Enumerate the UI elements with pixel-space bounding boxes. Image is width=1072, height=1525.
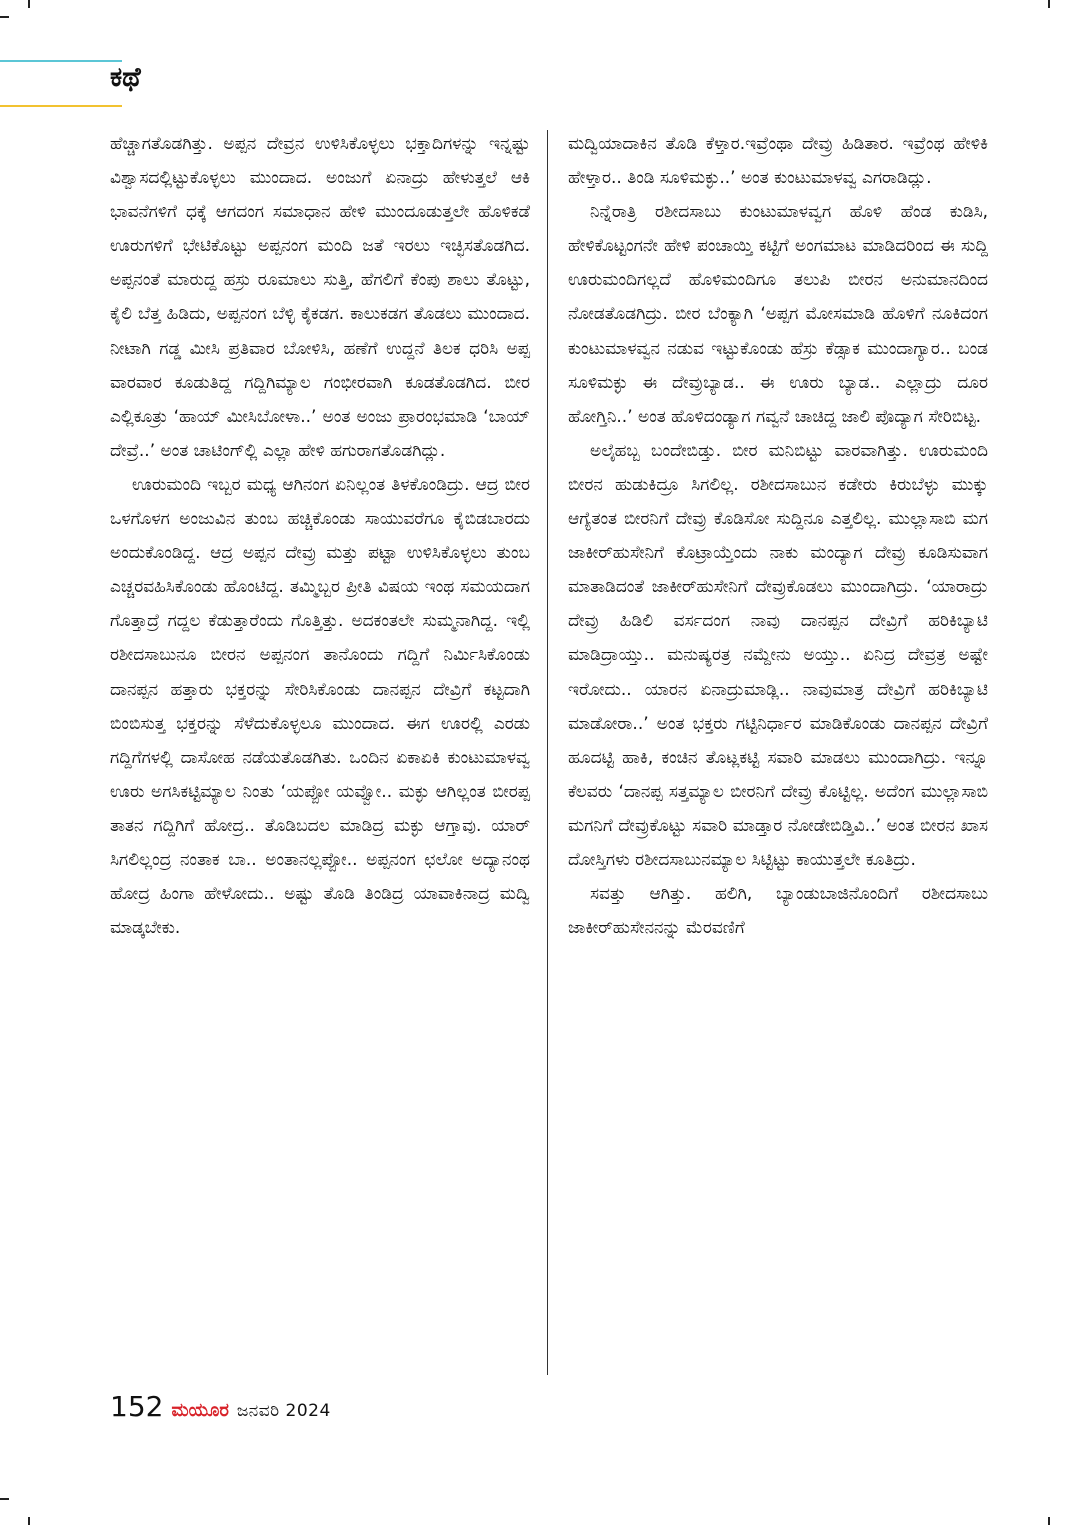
crop-mark-top-right xyxy=(1048,0,1050,8)
section-rule-bottom xyxy=(0,105,122,107)
page-number: 152 xyxy=(110,1390,164,1423)
paragraph: ನಿನ್ನೆರಾತ್ರಿ ರಶೀದಸಾಬು ಕುಂಟುಮಾಳವ್ವಗ ಹೊಳಿ ಹೆಂಡ ಕುಡಿಸಿ, ಹೇಳಿಕೊಟ್ಟಂಗನೇ ಹೇಳಿ ಪಂಚಾಯ್ತಿ ಕಟ್ಟಿಗೆ ಅಂಗಮಾಟ ಮಾಡಿದರಿಂದ ಈ ಸುದ್ದಿ ಊರುಮಂದಿಗಲ್ಲದೆ ಹೊಳಿಮಂದಿಗೂ ತಲುಪಿ ಬೀರನ ಅನುಮಾನದಿಂದ ನೋಡತೊಡಗಿದ್ರು. ಬೀರ ಬೆಂಕ್ಯಾಗಿ ‘ಅಪ್ಪಗ ಮೋಸಮಾಡಿ ಹೊಳಿಗೆ ನೂಕಿದಂಗ ಕುಂಟುಮಾಳವ್ವನ ನಡುವ ಇಟ್ಟುಕೊಂಡು ಹೆಸ್ರು ಕೆಡ್ಸಾಕ ಮುಂದಾಗ್ಯಾರ.. ಬಂಡ ಸೂಳಿಮಕ್ಳು ಈ ದೇವ್ರುಬ್ಯಾಡ.. ಈ ಊರು ಬ್ಯಾಡ.. ಎಲ್ಲಾದ್ರು ದೂರ ಹೋಗ್ತಿನಿ..’ ಅಂತ ಹೊಳಿದಂಡ್ಯಾಗ ಗವ್ವನೆ ಚಾಚಿದ್ದ ಜಾಲಿ ಪೊದ್ಯಾಗ ಸೇರಿಬಿಟ್ಟ. xyxy=(568,202,988,427)
page-footer xyxy=(110,1390,331,1430)
crop-mark-top-left xyxy=(0,16,9,18)
paragraph: ಊರುಮಂದಿ ಇಬ್ಬರ ಮಧ್ಯ ಆಗಿನಂಗ ಏನಿಲ್ಲಂತ ತಿಳಕೊಂಡಿದ್ರು. ಆದ್ರ ಬೀರ ಒಳಗೊಳಗ ಅಂಜುವಿನ ತುಂಬ ಹಚ್ಚಿಕೊಂಡು ಸಾಯುವರೆಗೂ ಕೈಬಿಡಬಾರದು ಅಂದುಕೊಂಡಿದ್ದ. ಆದ್ರ ಅಪ್ಪನ ದೇವ್ರು ಮತ್ತು ಪಟ್ಟಾ ಉಳಿಸಿಕೊಳ್ಳಲು ತುಂಬ ಎಚ್ಚರವಹಿಸಿಕೊಂಡು ಹೊಂಟಿದ್ದ. ತಮ್ಮಿಬ್ಬರ ಪ್ರೀತಿ ವಿಷಯ ಇಂಥ ಸಮಯದಾಗ ಗೊತ್ತಾದ್ರೆ ಗದ್ದಲ ಕೆಡುತ್ತಾರೆಂದು ಗೊತ್ತಿತ್ತು. ಅದಕಂತಲೇ ಸುಮ್ಮನಾಗಿದ್ದ. ಇಲ್ಲಿ ರಶೀದಸಾಬುನೂ ಬೀರನ ಅಪ್ಪನಂಗ ತಾನೊಂದು ಗದ್ದಿಗೆ ನಿರ್ಮಿಸಿಕೊಂಡು ದಾನಪ್ಪನ ಹತ್ತಾರು ಭಕ್ತರನ್ನು ಸೇರಿಸಿಕೊಂಡು ದಾನಪ್ಪನ ದೇವ್ರಿಗೆ ಕಟ್ಟದಾಗಿ ಬಿಂಬಿಸುತ್ತ ಭಕ್ತರನ್ನು ಸೆಳೆದುಕೊಳ್ಳಲೂ ಮುಂದಾದ. ಈಗ ಊರಲ್ಲಿ ಎರಡು ಗದ್ದಿಗೆಗಳಲ್ಲಿ ದಾಸೋಹ ನಡೆಯತೊಡಗಿತು. ಒಂದಿನ ಏಕಾಏಕಿ ಕುಂಟುಮಾಳವ್ವ ಊರು ಅಗಸಿಕಟ್ಟಿಮ್ಯಾಲ ನಿಂತು ‘ಯಪ್ಪೋ ಯವ್ವೋ.. ಮಕ್ಳು ಆಗಿಲ್ಲಂತ ಬೀರಪ್ಪ ತಾತನ ಗದ್ದಿಗಿಗೆ ಹೋದ್ರ.. ತೊಡಿಬದಲ ಮಾಡಿದ್ರ ಮಕ್ಳು ಆಗ್ತಾವು. ಯಾರ್ ಸಿಗಲಿಲ್ಲಂದ್ರ ನಂತಾಕ ಬಾ.. ಅಂತಾನಲ್ಲಪ್ಪೋ.. ಅಪ್ಪನಂಗ ಛಲೋ ಅದ್ಯಾನಂಥ ಹೋದ್ರ ಹಿಂಗಾ ಹೇಳೋದು.. ಅಷ್ಟು ತೊಡಿ ತಿಂಡಿದ್ರ ಯಾವಾಕಿನಾದ್ರ ಮದ್ವಿ ಮಾಡ್ಕಬೇಕು. xyxy=(110,474,530,939)
paragraph: ಮದ್ವಿಯಾದಾಕಿನ ತೊಡಿ ಕೆಳ್ತಾರ.ಇವ್ರೆಂಥಾ ದೇವ್ರು ಹಿಡಿತಾರ. ಇವ್ರೆಂಥ ಹೇಳಿಕಿ ಹೇಳ್ತಾರ.. ತಿಂಡಿ ಸೂಳಿಮಕ್ಳು..’ ಅಂತ ಕುಂಟುಮಾಳವ್ವ ಎಗರಾಡಿದ್ಲು. xyxy=(568,134,988,189)
crop-mark-bottom-right xyxy=(1048,1517,1050,1525)
column-divider xyxy=(547,130,548,1375)
crop-mark-top-mid xyxy=(28,0,30,8)
magazine-logo: ಮಯೂರ xyxy=(171,1400,229,1421)
crop-mark-bottom-left xyxy=(0,1498,9,1500)
section-rule-top xyxy=(0,60,122,62)
section-label: ಕಥೆ xyxy=(110,62,141,93)
issue-date: ಜನವರಿ 2024 xyxy=(236,1401,331,1421)
paragraph: ಹೆಚ್ಚಾಗತೊಡಗಿತ್ತು. ಅಪ್ಪನ ದೇವ್ರನ ಉಳಿಸಿಕೊಳ್ಳಲು ಭಕ್ತಾದಿಗಳನ್ನು ಇನ್ನಷ್ಟು ವಿಶ್ವಾಸದಲ್ಲಿಟ್ಟುಕೊಳ್ಳಲು ಮುಂದಾದ. ಅಂಜುಗೆ ಏನಾದ್ರು ಹೇಳುತ್ತಲೆ ಆಕಿ ಭಾವನೆಗಳಿಗೆ ಧಕ್ಕೆ ಆಗದಂಗ ಸಮಾಧಾನ ಹೇಳಿ ಮುಂದೂಡುತ್ತಲೇ ಹೊಳಿಕಡೆ ಊರುಗಳಿಗೆ ಭೇಟಿಕೊಟ್ಟು ಅಪ್ಪನಂಗ ಮಂದಿ ಜತೆ ಇರಲು ಇಚ್ಛಿಸತೊಡಗಿದ. ಅಪ್ಪನಂತೆ ಮಾರುದ್ದ ಹಸ್ರು ರೂಮಾಲು ಸುತ್ತಿ, ಹೆಗಲಿಗೆ ಕೆಂಪು ಶಾಲು ತೊಟ್ಟು, ಕೈಲಿ ಬೆತ್ತ ಹಿಡಿದು, ಅಪ್ಪನಂಗ ಬೆಳ್ಳಿ ಕೈಕಡಗ. ಕಾಲುಕಡಗ ತೊಡಲು ಮುಂದಾದ. ನೀಟಾಗಿ ಗಡ್ಡ ಮೀಸಿ ಪ್ರತಿವಾರ ಬೋಳಿಸಿ, ಹಣೆಗೆ ಉದ್ದನೆ ತಿಲಕ ಧರಿಸಿ ಅಪ್ಪ ವಾರವಾರ ಕೂಡುತಿದ್ದ ಗದ್ದಿಗಿಮ್ಯಾಲ ಗಂಭೀರವಾಗಿ ಕೂಡತೊಡಗಿದ. ಬೀರ ಎಲ್ಲಿಕೂತ್ರು ‘ಹಾಯ್ ಮೀಸಿಬೋಳಾ..’ ಅಂತ ಅಂಜು ಪ್ರಾರಂಭಮಾಡಿ ‘ಬಾಯ್ ದೇವ್ರೆ..’ ಅಂತ ಚಾಟಿಂಗ್‌ಲ್ಲಿ ಎಲ್ಲಾ ಹೇಳಿ ಹಗುರಾಗತೊಡಗಿದ್ಲು. xyxy=(110,134,530,461)
left-column xyxy=(110,127,530,945)
right-column xyxy=(568,127,988,945)
paragraph: ಸವತ್ತು ಆಗಿತ್ತು. ಹಲಿಗಿ, ಬ್ಯಾಂಡುಬಾಜಿನೊಂದಿಗೆ ರಶೀದಸಾಬು ಜಾಕೀರ್‌ಹುಸೇನನನ್ನು ಮೆರವಣಿಗೆ xyxy=(568,884,988,939)
crop-mark-bottom-mid xyxy=(28,1517,30,1525)
paragraph: ಅಲೈಹಬ್ಬ ಬಂದೇಬಿಡ್ತು. ಬೀರ ಮನಿಬಿಟ್ಟು ವಾರವಾಗಿತ್ತು. ಊರುಮಂದಿ ಬೀರನ ಹುಡುಕಿದ್ರೂ ಸಿಗಲಿಲ್ಲ. ರಶೀದಸಾಬುನ ಕಡೇರು ಕಿರುಬೆಳ್ಳು ಮುಕ್ಕು ಆಗ್ಯೆತಂತ ಬೀರನಿಗೆ ದೇವ್ರು ಕೊಡಿಸೋ ಸುದ್ದಿನೂ ಎತ್ತಲಿಲ್ಲ. ಮುಲ್ಲಾಸಾಬಿ ಮಗ ಜಾಕೀರ್‌ಹುಸೇನಿಗೆ ಕೊಟ್ರಾಯ್ತೆಂದು ನಾಕು ಮಂದ್ಯಾಗ ದೇವ್ರು ಕೂಡಿಸುವಾಗ ಮಾತಾಡಿದಂತೆ ಜಾಕೀರ್‌ಹುಸೇನಿಗೆ ದೇವ್ರುಕೊಡಲು ಮುಂದಾಗಿದ್ರು. ‘ಯಾರಾದ್ರು ದೇವ್ರು ಹಿಡಿಲಿ ವರ್ಸದಂಗ ನಾವು ದಾನಪ್ಪನ ದೇವ್ರಿಗೆ ಹರಿಕಿಬ್ಯಾಟಿ ಮಾಡಿದ್ರಾಯ್ತು.. ಮನುಷ್ಯರತ್ರ ನಮ್ದೇನು ಅಯ್ತು.. ಏನಿದ್ರ ದೇವ್ರತ್ರ ಅಷ್ಟೇ ಇರೋದು.. ಯಾರನ ಏನಾದ್ರುಮಾಡ್ಲಿ.. ನಾವುಮಾತ್ರ ದೇವ್ರಿಗೆ ಹರಿಕಿಬ್ಯಾಟಿ ಮಾಡೋರಾ..’ ಅಂತ ಭಕ್ತರು ಗಟ್ಟಿನಿರ್ಧಾರ ಮಾಡಿಕೊಂಡು ದಾನಪ್ಪನ ದೇವ್ರಿಗೆ ಹೂದಟ್ಟಿ ಹಾಕಿ, ಕಂಚಿನ ತೊಟ್ಲಕಟ್ಟಿ ಸವಾರಿ ಮಾಡಲು ಮುಂದಾಗಿದ್ರು. ಇನ್ನೂ ಕೆಲವರು ‘ದಾನಪ್ಪ ಸತ್ತಮ್ಯಾಲ ಬೀರನಿಗೆ ದೇವ್ರು ಕೊಟ್ಟಿಲ್ಲ. ಅದೆಂಗ ಮುಲ್ಲಾಸಾಬಿ ಮಗನಿಗೆ ದೇವ್ರುಕೊಟ್ಟು ಸವಾರಿ ಮಾಡ್ತಾರ ನೋಡೇಬಿಡ್ತಿವಿ..’ ಅಂತ ಬೀರನ ಖಾಸ ದೋಸ್ತಿಗಳು ರಶೀದಸಾಬುನಮ್ಯಾಲ ಸಿಟ್ಟಿಟ್ಟು ಕಾಯುತ್ತಲೇ ಕೂತಿದ್ರು. xyxy=(568,440,988,870)
